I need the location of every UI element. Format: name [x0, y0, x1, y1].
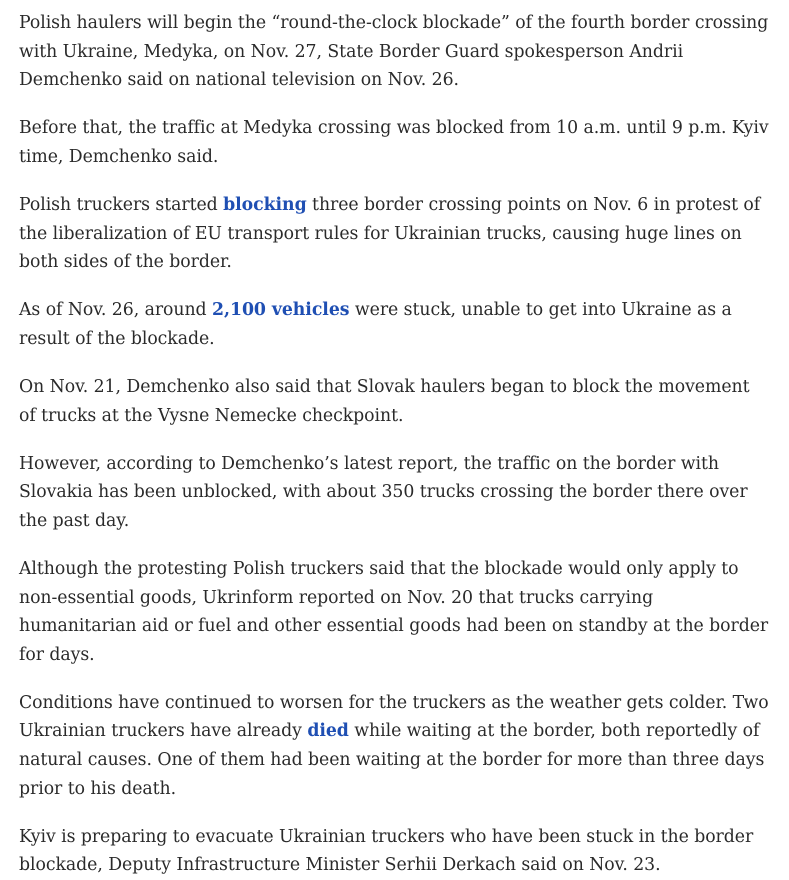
paragraph-essential-goods: Although the protesting Polish truckers said that the blockade would only apply to non-essential goods, Ukrinform reported on Nov. 20 that trucks carrying humanitarian aid or fuel and other essential goods had been on standby at the border for days.: [19, 558, 769, 665]
paragraph-blocking-start: [19, 191, 769, 277]
paragraph-text: were stuck, unable to get into Ukraine as a result of the blockade.: [19, 300, 732, 349]
paragraph-text: Conditions have continued to worsen for the truckers as the weather gets colder. Two Ukrainian truckers have already: [19, 692, 769, 742]
paragraph-text: while waiting at the border, both reportedly of natural causes. One of them had been waiting at the border for more than three days prior to his death.: [19, 721, 765, 799]
vehicles-link[interactable]: 2,100 vehicles: [212, 300, 350, 321]
paragraph-text: three border crossing points on Nov. 6 in protest of the liberalization of EU transport rules for Ukrainian trucks, causing huge lines on both sides of the border.: [19, 194, 761, 273]
paragraph-conditions-worsen: [19, 689, 769, 803]
paragraph-slovakia-unblocked: However, according to Demchenko’s latest report, the traffic on the border with Slovakia has been unblocked, with about 350 trucks crossing the border there over the past day.: [19, 453, 748, 531]
paragraph-medyka-blockade: Polish haulers will begin the “round-the-clock blockade” of the fourth border crossing with Ukraine, Medyka, on Nov. 27, State Border Guard spokesperson Andrii Demchenko said on national television on Nov. 26.: [19, 13, 769, 91]
blocking-link[interactable]: blocking: [223, 194, 307, 215]
paragraph-slovak-haulers: On Nov. 21, Demchenko also said that Slovak haulers began to block the movement of trucks at the Vysne Nemecke checkpoint.: [19, 376, 750, 426]
paragraph-text: As of Nov. 26, around: [19, 300, 213, 321]
paragraph-text: Polish truckers started: [19, 194, 224, 215]
paragraph-vehicles-stuck: [19, 296, 769, 353]
paragraph-evacuation: Kyiv is preparing to evacuate Ukrainian truckers who have been stuck in the border blockade, Deputy Infrastructure Minister Serhii Derkach said on Nov. 23.: [19, 826, 754, 876]
died-link[interactable]: died: [307, 721, 349, 742]
paragraph-traffic-hours: Before that, the traffic at Medyka crossing was blocked from 10 a.m. until 9 p.m. Kyiv time, Demchenko said.: [19, 118, 769, 167]
